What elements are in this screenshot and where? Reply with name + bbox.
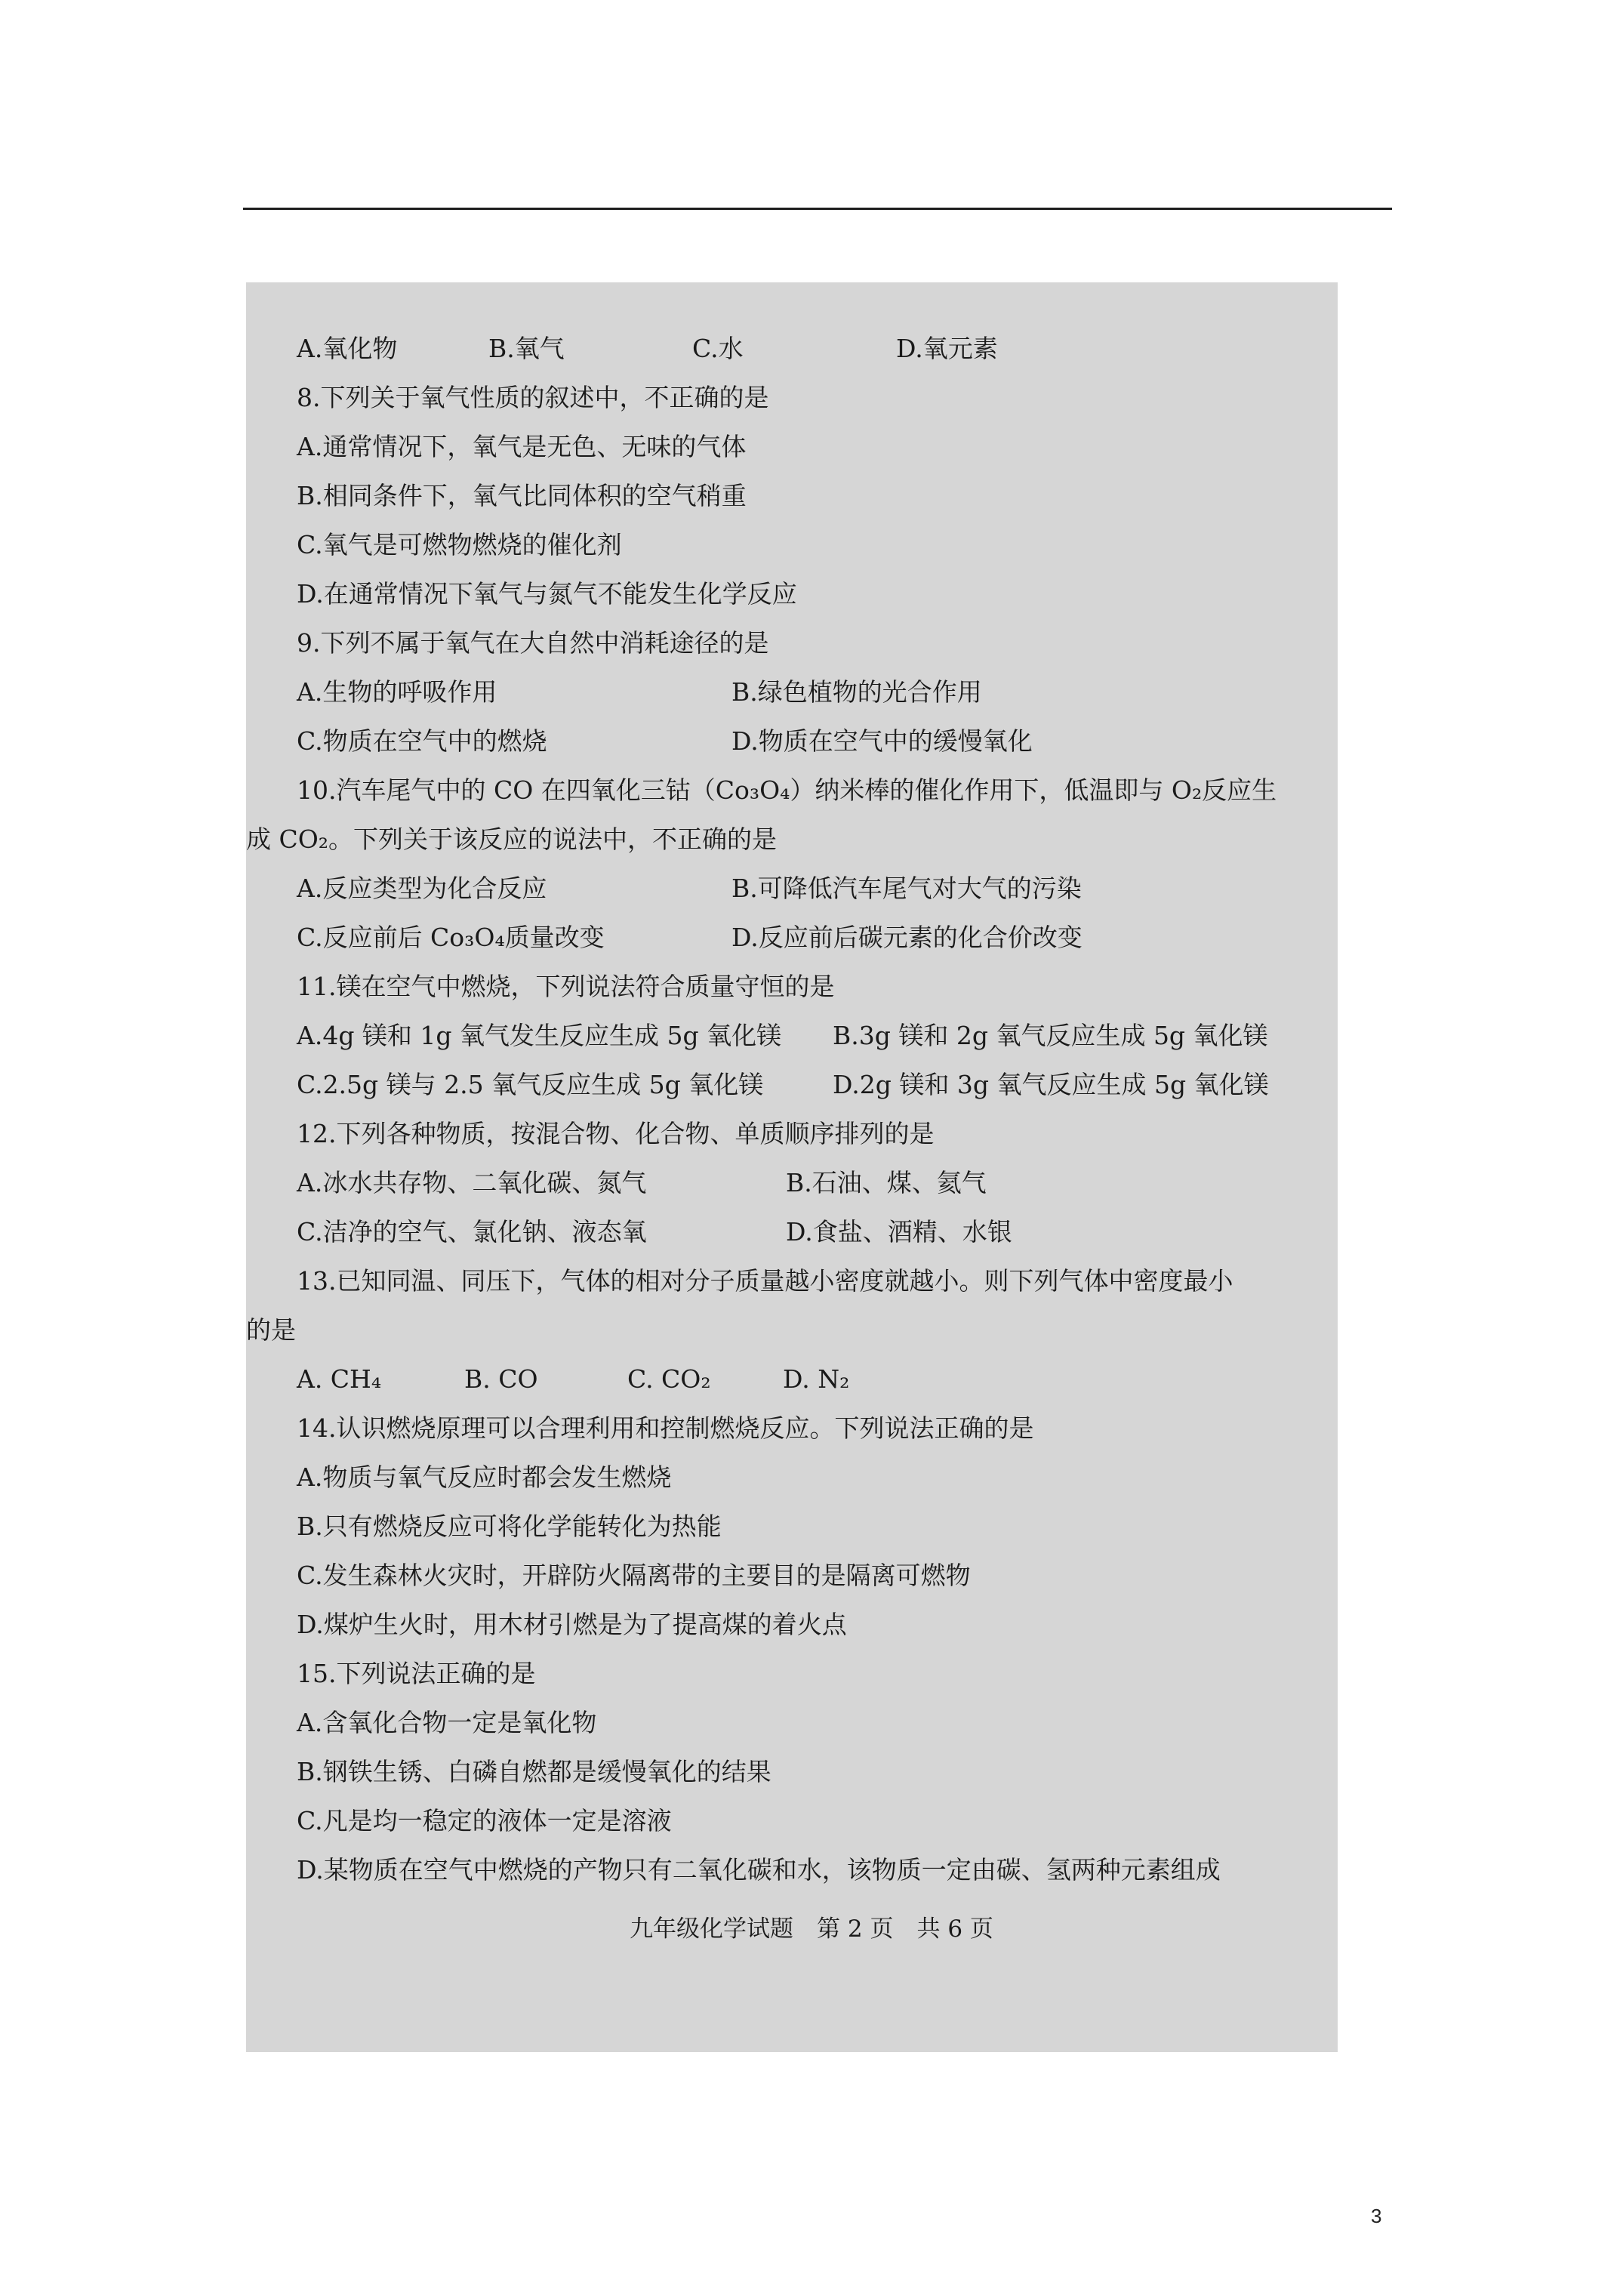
q13-stem-line1: 13.已知同温、同压下，气体的相对分子质量越小密度就越小。则下列气体中密度最小	[297, 1266, 1233, 1296]
q7-option-b: B.氧气	[488, 334, 565, 363]
q9-options-row2	[297, 725, 1033, 758]
q10-option-a: A.反应类型为化合反应	[297, 874, 547, 903]
q10-options-row1	[297, 872, 1082, 905]
q7-option-c: C.水	[692, 334, 744, 363]
q12-options-row2	[297, 1216, 1012, 1249]
q15-stem: 15.下列说法正确的是	[297, 1659, 536, 1688]
q9-option-a: A.生物的呼吸作用	[297, 677, 497, 707]
q9-option-d: D.物质在空气中的缓慢氧化	[731, 726, 1033, 756]
q9-options-row1	[297, 676, 982, 709]
q7-option-a: A.氧化物	[297, 334, 398, 363]
q13-options	[297, 1363, 849, 1396]
q12-option-b: B.石油、煤、氦气	[786, 1168, 987, 1197]
q14-option-c: C.发生森林火灾时，开辟防火隔离带的主要目的是隔离可燃物	[297, 1561, 971, 1590]
q13-option-d: D. N₂	[783, 1364, 850, 1394]
q12-option-c: C.洁净的空气、氯化钠、液态氧	[297, 1217, 647, 1247]
q14-stem: 14.认识燃烧原理可以合理利用和控制燃烧反应。下列说法正确的是	[297, 1413, 1034, 1443]
header-rule	[243, 208, 1392, 210]
q10-option-b: B.可降低汽车尾气对大气的污染	[731, 874, 1082, 903]
q8-option-d: D.在通常情况下氧气与氮气不能发生化学反应	[297, 579, 797, 609]
q9-option-c: C.物质在空气中的燃烧	[297, 726, 547, 756]
q11-options-row1	[297, 1019, 1268, 1052]
q12-options-row1	[297, 1166, 987, 1200]
q8-option-c: C.氧气是可燃物燃烧的催化剂	[297, 530, 622, 559]
q15-option-a: A.含氧化合物一定是氧化物	[297, 1708, 597, 1737]
q13-stem-line2: 的是	[246, 1315, 296, 1345]
exam-footer: 九年级化学试题 第 2 页 共 6 页	[630, 1915, 993, 1943]
q10-option-c: C.反应前后 Co₃O₄质量改变	[297, 923, 605, 952]
q13-option-c: C. CO₂	[627, 1364, 711, 1394]
q15-option-c: C.凡是均一稳定的液体一定是溶液	[297, 1806, 672, 1835]
q12-stem: 12.下列各种物质，按混合物、化合物、单质顺序排列的是	[297, 1119, 935, 1148]
q14-option-b: B.只有燃烧反应可将化学能转化为热能	[297, 1512, 722, 1541]
q7-option-d: D.氧元素	[896, 334, 998, 363]
q14-option-d: D.煤炉生火时，用木材引燃是为了提高煤的着火点	[297, 1610, 847, 1639]
page-number: 3	[1371, 2205, 1382, 2227]
q15-option-b: B.钢铁生锈、白磷自燃都是缓慢氧化的结果	[297, 1757, 771, 1786]
q12-option-a: A.冰水共存物、二氧化碳、氮气	[297, 1168, 647, 1197]
q13-option-a: A. CH₄	[297, 1364, 382, 1394]
q11-option-a: A.4g 镁和 1g 氧气发生反应生成 5g 氧化镁	[297, 1021, 782, 1050]
q15-option-d: D.某物质在空气中燃烧的产物只有二氧化碳和水，该物质一定由碳、氢两种元素组成	[297, 1855, 1221, 1885]
q14-option-a: A.物质与氧气反应时都会发生燃烧	[297, 1462, 672, 1492]
q8-option-a: A.通常情况下，氧气是无色、无味的气体	[297, 432, 747, 461]
q8-stem: 8.下列关于氧气性质的叙述中，不正确的是	[297, 383, 769, 412]
q11-option-b: B.3g 镁和 2g 氧气反应生成 5g 氧化镁	[833, 1021, 1268, 1050]
q9-option-b: B.绿色植物的光合作用	[731, 677, 982, 707]
q10-stem-line2: 成 CO₂。下列关于该反应的说法中，不正确的是	[246, 824, 778, 854]
q11-stem: 11.镁在空气中燃烧，下列说法符合质量守恒的是	[297, 972, 835, 1001]
q12-option-d: D.食盐、酒精、水银	[786, 1217, 1012, 1247]
q10-options-row2	[297, 921, 1083, 954]
q13-option-b: B. CO	[464, 1364, 538, 1394]
q9-stem: 9.下列不属于氧气在大自然中消耗途径的是	[297, 628, 769, 658]
q10-option-d: D.反应前后碳元素的化合价改变	[731, 923, 1083, 952]
q11-option-c: C.2.5g 镁与 2.5 氧气反应生成 5g 氧化镁	[297, 1070, 764, 1099]
q8-option-b: B.相同条件下，氧气比同体积的空气稍重	[297, 481, 747, 510]
q10-stem-line1: 10.汽车尾气中的 CO 在四氧化三钴（Co₃O₄）纳米棒的催化作用下，低温即与 O₂反应生	[297, 775, 1277, 805]
q11-options-row2	[297, 1068, 1269, 1102]
q11-option-d: D.2g 镁和 3g 氧气反应生成 5g 氧化镁	[833, 1070, 1269, 1099]
q7-options	[297, 332, 998, 365]
